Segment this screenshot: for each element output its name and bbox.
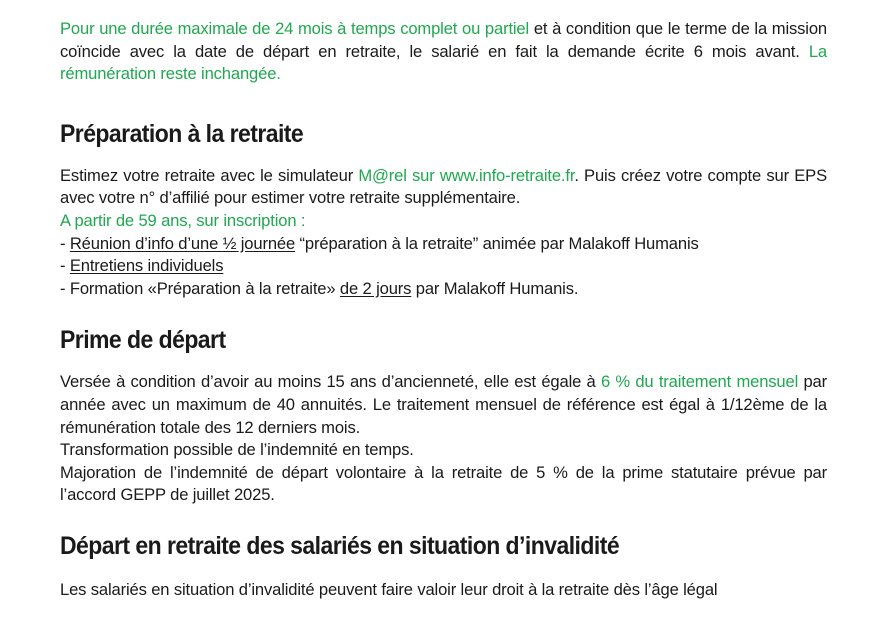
document-page [60, 18, 827, 602]
prime-paragraph [60, 371, 827, 439]
preparation-paragraph [60, 165, 827, 210]
highlight-text: Pour une durée maximale de 24 mois à temps complet ou partiel [60, 19, 530, 38]
body-text: . Puis créez votre compte sur EPS avec votre n° d’affilié pour estimer votre retraite supplémentaire. [60, 165, 828, 208]
section-heading-prime: Prime de départ [60, 326, 226, 355]
intro-paragraph [60, 18, 827, 86]
list-item [60, 233, 827, 256]
eligibility-line: A partir de 59 ans, sur inscription : [60, 210, 306, 230]
interviews-link[interactable]: Entretiens individuels [69, 256, 224, 276]
body-text: “préparation à la retraite” animée par Malakoff Humanis [295, 233, 699, 253]
list-item [60, 278, 827, 301]
body-text: Estimez votre retraite avec le simulateur [60, 165, 359, 185]
training-link[interactable]: de 2 jours [339, 278, 412, 298]
simulator-link[interactable]: M@rel sur www.info-retraite.fr [358, 165, 575, 185]
body-text: Versée à condition d’avoir au moins 15 ans d’ancienneté, elle est égale à [60, 372, 601, 392]
info-meeting-link[interactable]: Réunion d’info d’une ½ journée [69, 233, 296, 253]
invalidite-paragraph: Les salariés en situation d’invalidité peuvent faire valoir leur droit à la retraite dès l’âge légal [60, 579, 718, 599]
body-text: et à condition que le terme de la mission coïncide avec la date de départ en retraite, le salarié en fait la demande écrite 6 mois avant. [60, 19, 827, 61]
prime-paragraph: Majoration de l’indemnité de départ volontaire à la retraite de 5 % de la prime statutaire prévue par l’accord GEPP de juillet 2025. [60, 462, 827, 505]
body-text: - Formation «Préparation à la retraite» [60, 278, 340, 298]
body-text: par année avec un maximum de 40 annuités. Le traitement mensuel de référence est égal à 1/12ème de la rémunération totale des 12 derniers mois. [60, 372, 828, 437]
prime-paragraph: Transformation possible de l’indemnité en temps. [60, 440, 414, 460]
highlight-text: La rémunération reste inchangée. [60, 41, 827, 84]
dash: - [60, 256, 70, 276]
section-heading-preparation: Préparation à la retraite [60, 119, 304, 148]
body-text: par Malakoff Humanis. [411, 278, 579, 298]
dash: - [60, 233, 70, 253]
list-item [60, 255, 827, 278]
highlight-text: 6 % du traitement mensuel [600, 372, 799, 392]
section-heading-invalidite: Départ en retraite des salariés en situation d’invalidité [60, 531, 620, 560]
